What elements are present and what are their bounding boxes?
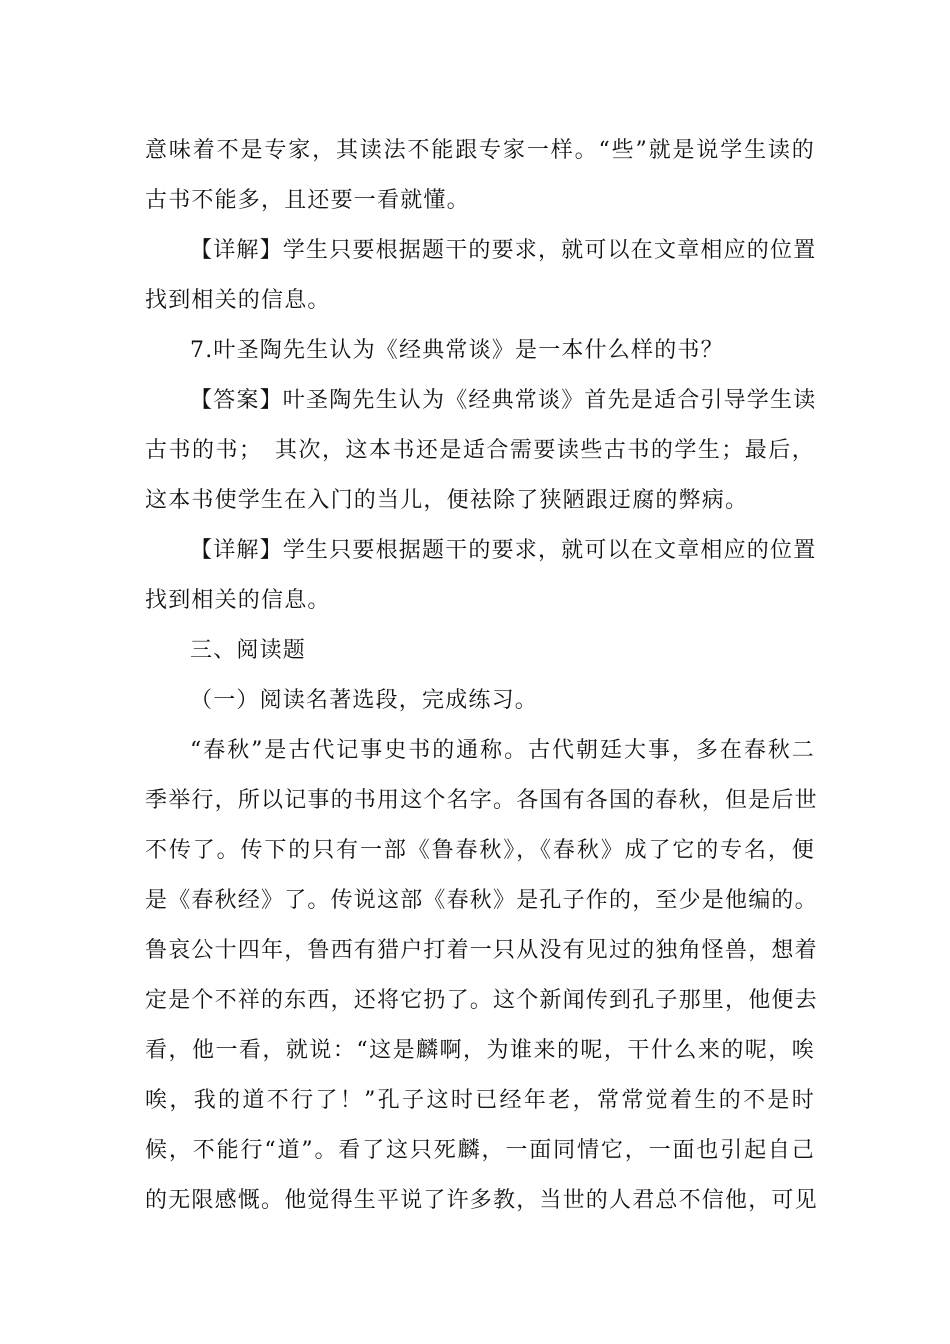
passage-line: 不传了。传下的只有一部《鲁春秋》，《春秋》成了它的专名，便 [145,838,815,863]
passage-line: “春秋”是古代记事史书的通称。古代朝廷大事，多在春秋二 [190,738,815,763]
passage-line: 唉，我的道不行了！”孔子这时已经年老，常常觉着生的不是时 [145,1088,815,1113]
passage-line: 候，不能行“道”。看了这只死麟，一面同情它，一面也引起自己 [145,1138,815,1163]
section-heading: 三、阅读题 [190,638,307,663]
text-line: 找到相关的信息。 [145,288,331,313]
text-line: 古书不能多，且还要一看就懂。 [145,188,470,213]
passage-line: 季举行，所以记事的书用这个名字。各国有各国的春秋，但是后世 [145,788,818,813]
passage-line: 的无限感慨。他觉得生平说了许多教，当世的人君总不信他，可见 [145,1188,818,1213]
passage-line: 定是个不祥的东西，还将它扔了。这个新闻传到孔子那里，他便去 [145,988,818,1013]
subsection-heading: （一）阅读名著选段，完成练习。 [190,688,539,713]
question-7: 7.叶圣陶先生认为《经典常谈》是一本什么样的书？ [190,338,724,363]
passage-line: 看，他一看，就说：“这是麟啊，为谁来的呢，干什么来的呢，唉 [145,1038,815,1063]
answer-label-line: 【答案】叶圣陶先生认为《经典常谈》首先是适合引导学生读 [190,388,817,413]
passage-line: 是《春秋经》了。传说这部《春秋》是孔子作的，至少是他编的。 [145,888,818,913]
explanation-label-line: 【详解】学生只要根据题干的要求，就可以在文章相应的位置 [190,238,817,263]
text-line: 找到相关的信息。 [145,588,331,613]
text-line: 意味着不是专家，其读法不能跟专家一样。“些”就是说学生读的 [145,138,815,163]
passage-line: 鲁哀公十四年，鲁西有猎户打着一只从没有见过的独角怪兽，想着 [145,938,818,963]
text-line: 这本书使学生在入门的当儿，便祛除了狭陋跟迂腐的弊病。 [145,488,749,513]
explanation-label-line: 【详解】学生只要根据题干的要求，就可以在文章相应的位置 [190,538,817,563]
text-line: 古书的书； 其次，这本书还是适合需要读些古书的学生；最后， [145,438,815,463]
